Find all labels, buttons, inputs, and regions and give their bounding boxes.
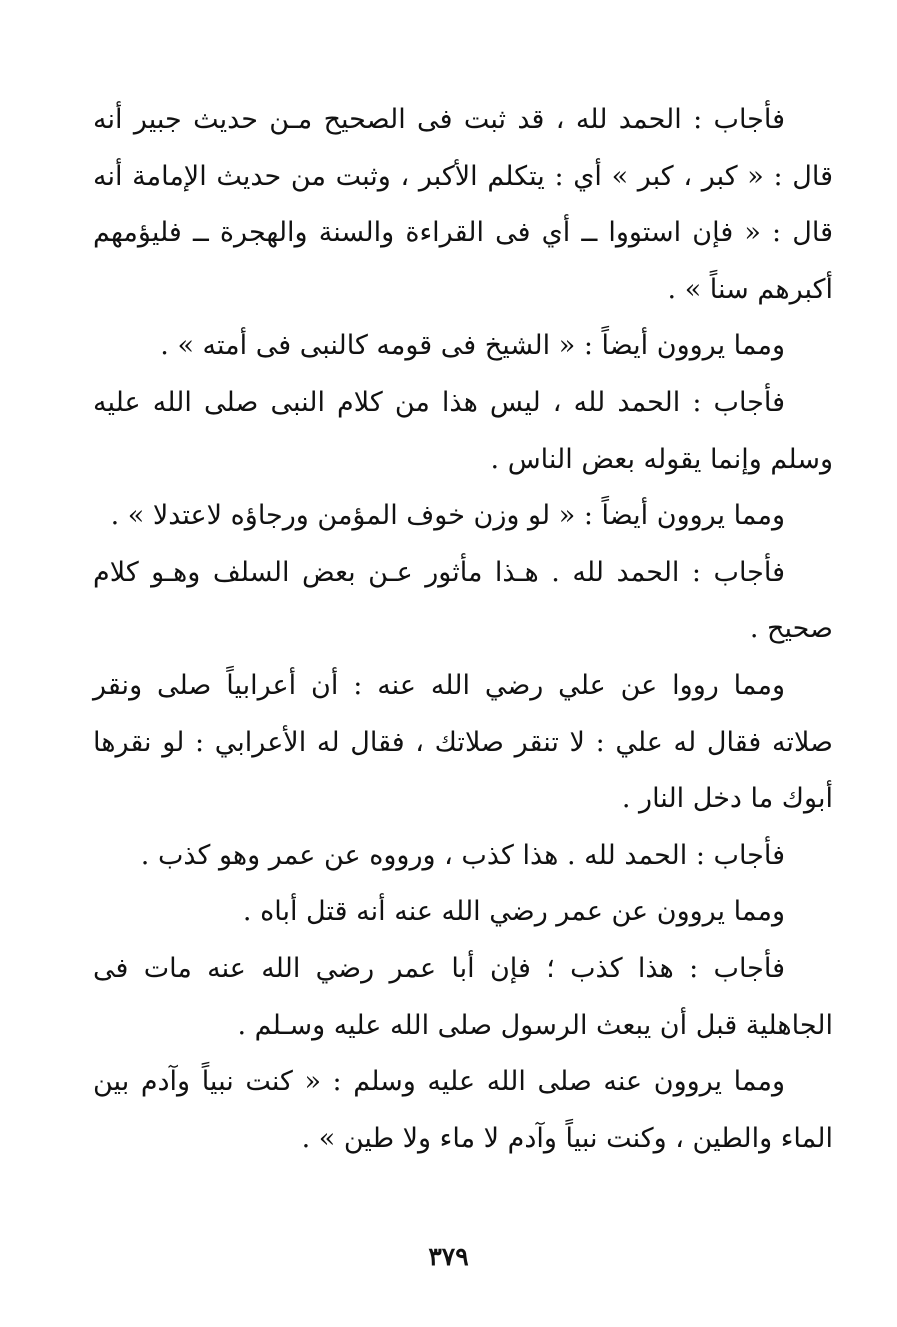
paragraph-10: ومما يروون عنه صلى الله عليه وسلم : « كنت نبياً وآدم بين الماء والطين ، وكنت نبياً وآدم لا ماء ولا طين » .	[93, 1066, 833, 1154]
paragraph-3: فأجاب : الحمد لله ، ليس هذا من كلام النبى صلى الله عليه وسلم وإنما يقوله بعض الناس .	[93, 386, 833, 475]
paragraph-2: ومما يروون أيضاً : « الشيخ فى قومه كالنبى فى أمته » .	[160, 330, 785, 362]
paragraph-7: فأجاب : الحمد لله . هذا كذب ، ورووه عن عمر وهو كذب .	[140, 839, 785, 871]
body-text	[93, 92, 833, 1167]
paragraph-1: فأجاب : الحمد لله ، قد ثبت فى الصحيح مـن حديث جبير أنه قال : « كبر ، كبر » أي : يتكلم الأكبر ، وثبت من حديث الإمامة أنه قال : « فإن استووا ــ أي فى القراءة والسنة والهجرة ــ فليؤمهم أكبرهم سناً » .	[93, 104, 833, 305]
paragraph-9: فأجاب : هذا كذب ؛ فإن أبا عمر رضي الله عنه مات فى الجاهلية قبل أن يبعث الرسول صلى الله عليه وسـلم .	[93, 952, 833, 1041]
paragraph-5: فأجاب : الحمد لله . هـذا مأثور عـن بعض السلف وهـو كلام صحيح .	[93, 556, 833, 645]
page-number: ٣٧٩	[428, 1242, 469, 1271]
paragraph-8: ومما يروون عن عمر رضي الله عنه أنه قتل أباه .	[242, 896, 785, 928]
paragraph-4: ومما يروون أيضاً : « لو وزن خوف المؤمن ورجاؤه لاعتدلا » .	[110, 500, 785, 532]
paragraph-6: ومما رووا عن علي رضي الله عنه : أن أعرابياً صلى ونقر صلاته فقال له علي : لا تنقر صلاتك ، فقال له الأعرابي : لو نقرها أبوك ما دخل النار .	[93, 669, 833, 815]
